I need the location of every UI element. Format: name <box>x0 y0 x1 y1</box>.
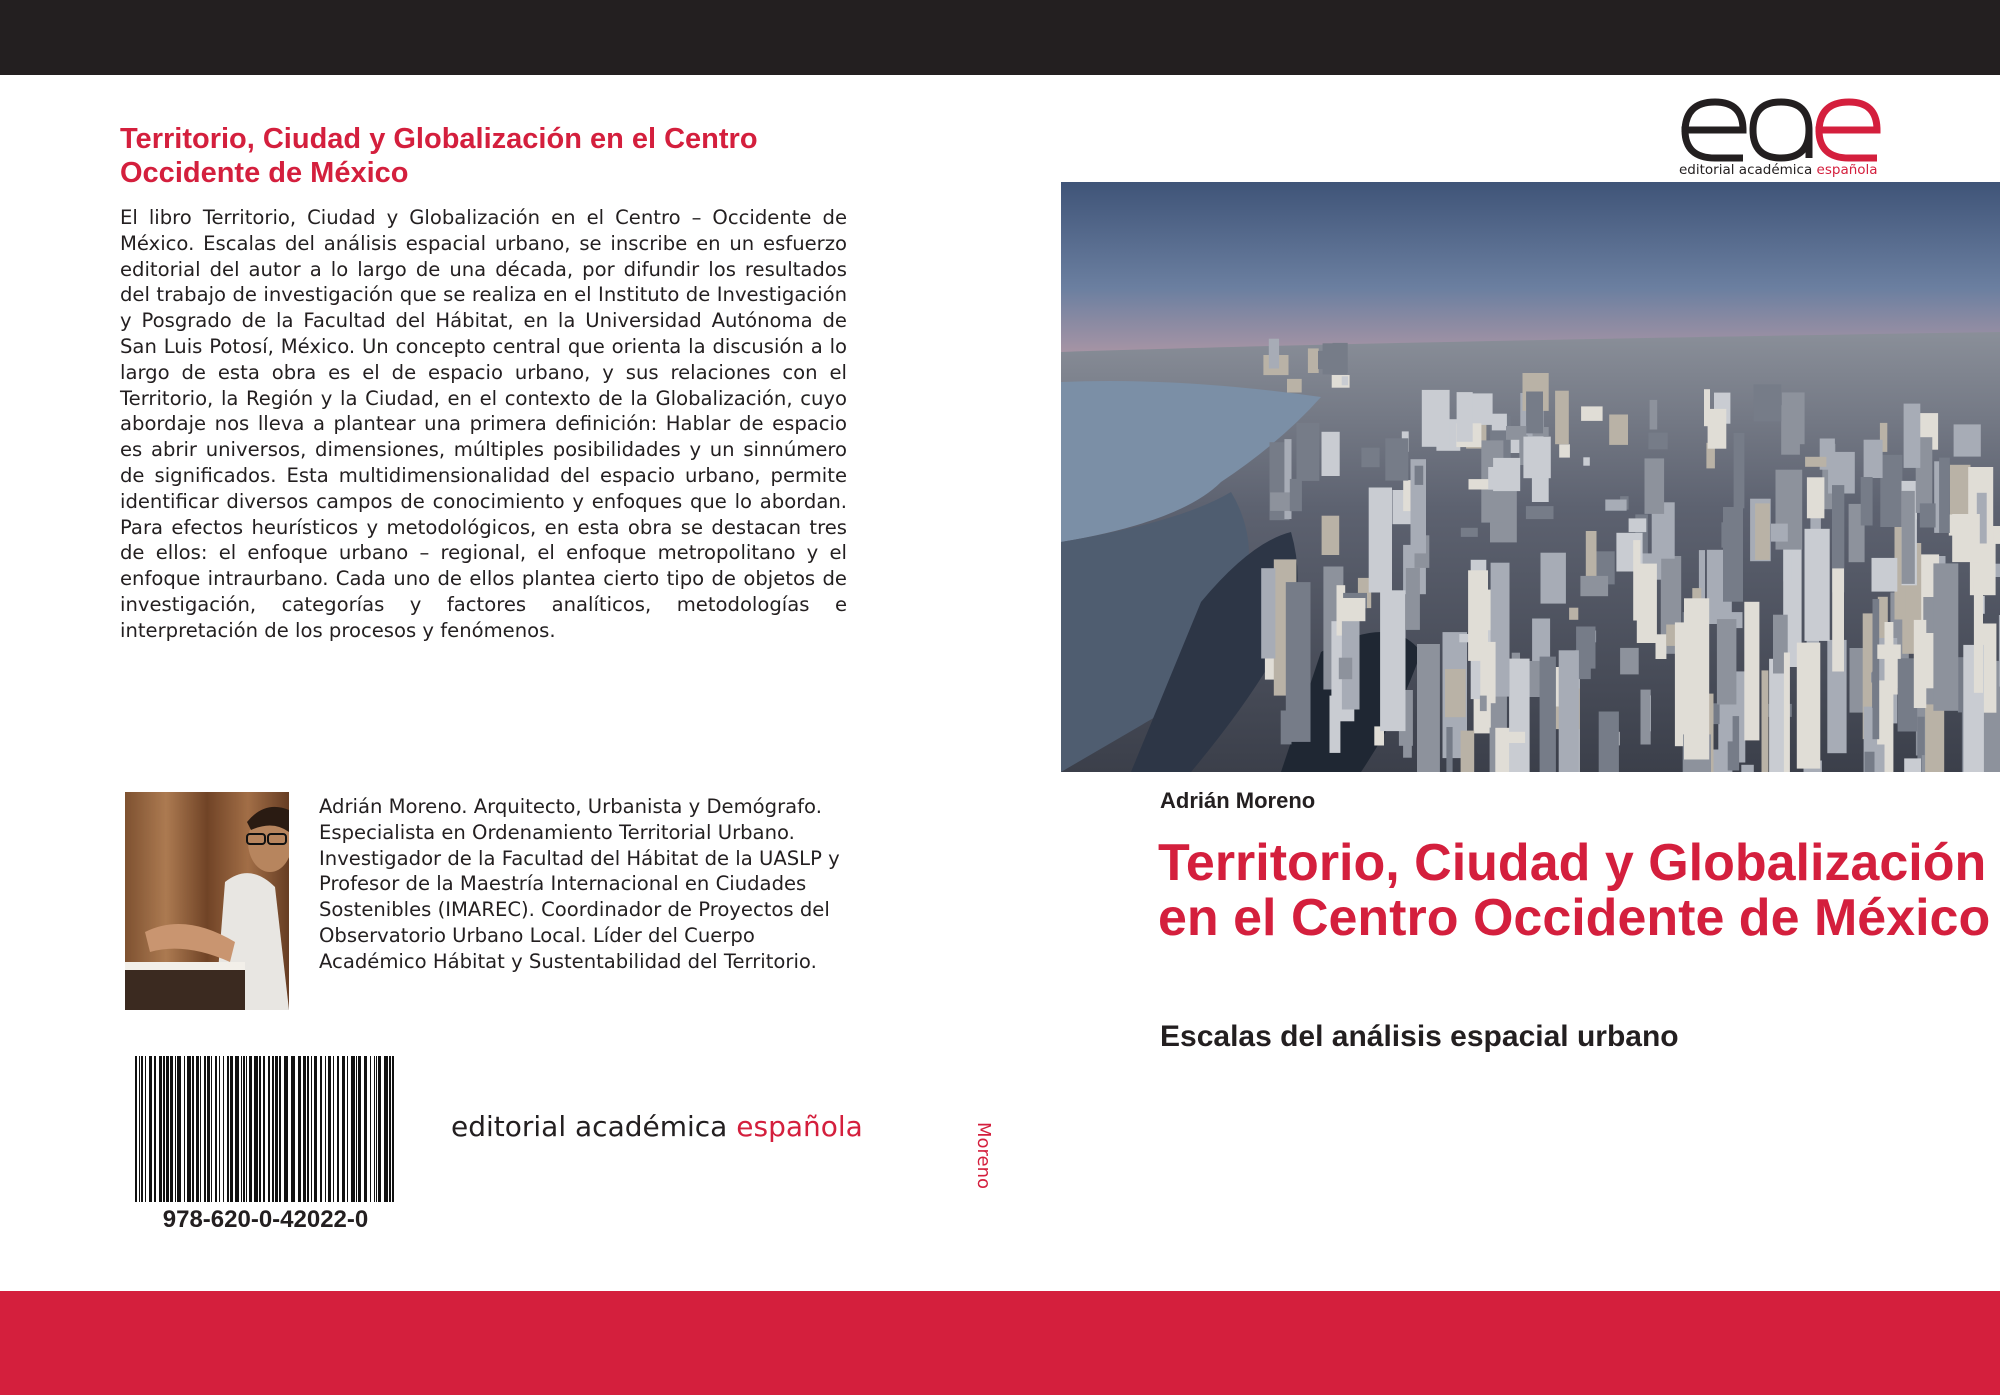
isbn-number: 978-620-0-42022-0 <box>162 1206 369 1233</box>
author-photo <box>125 792 289 1010</box>
spine-author <box>968 1122 996 1202</box>
top-dark-band <box>0 0 2000 75</box>
back-publisher-accent: española <box>736 1110 863 1143</box>
logo-caption-accent: española <box>1816 162 1878 178</box>
author-bio: Adrián Moreno. Arquitecto, Urbanista y Demógrafo. Especialista en Ordenamiento Territorial Urbano. Investigador de la Facultad del Hábitat de la UASLP y Profesor de la Maestría Internacional en Ciudades Sostenibles (IMAREC). Coordinador de Proyectos del Observatorio Urbano Local. Líder del Cuerpo Académico Hábitat y Sustentabilidad del Territorio. <box>319 795 840 973</box>
back-cover-blurb: El libro Territorio, Ciudad y Globalización en el Centro – Occidente de México. Escalas del análisis espacial urbano, se inscribe en un esfuerzo editorial del autor a lo largo de una década, por difundir los resultados del trabajo de investigación que se realiza en el Instituto de Investigación y Posgrado de la Facultad del Hábitat, en la Universidad Autónoma de San Luis Potosí, México. Un concepto central que orienta la discusión a lo largo de esta obra es el de espacio urbano, y sus relaciones con el Territorio, la Región y la Ciudad, en el contexto de la Globalización, cuyo abordaje nos lleva a plantear una primera definición: Hablar de espacio es abrir universos, dimensiones, múltiples posibilidades y un sinnúmero de significados. Esta multidimensionalidad del espacio urbano, permite identificar diversos campos de conocimiento y enfoques que lo abordan. Para efectos heurísticos y metodológicos, en esta obra se destacan tres de ellos: el enfoque urbano – regional, el enfoque metropolitano y el enfoque intraurbano. Cada uno de ellos plantea cierto tipo de objetos de investigación, categorías y factores analíticos, metodologías e interpretación de los procesos y fenómenos. <box>120 206 847 642</box>
logo-caption-main: editorial académica <box>1679 162 1817 178</box>
front-cover-title: Territorio, Ciudad y Globalización en el Centro Occidente de México <box>1158 834 1991 947</box>
back-publisher-main: editorial académica <box>451 1110 737 1143</box>
bottom-red-band <box>0 1291 2000 1395</box>
back-publisher-name <box>451 1110 863 1144</box>
back-cover-title: Territorio, Ciudad y Globalización en el Centro Occidente de México <box>120 123 758 189</box>
cover-city-photo <box>1061 182 2000 772</box>
front-cover-author: Adrián Moreno <box>1160 788 1316 813</box>
isbn-barcode <box>133 1056 398 1202</box>
front-cover-subtitle: Escalas del análisis espacial urbano <box>1160 1020 1679 1053</box>
logo-caption <box>1679 162 1878 178</box>
spine-author-text: Moreno <box>973 1122 994 1190</box>
